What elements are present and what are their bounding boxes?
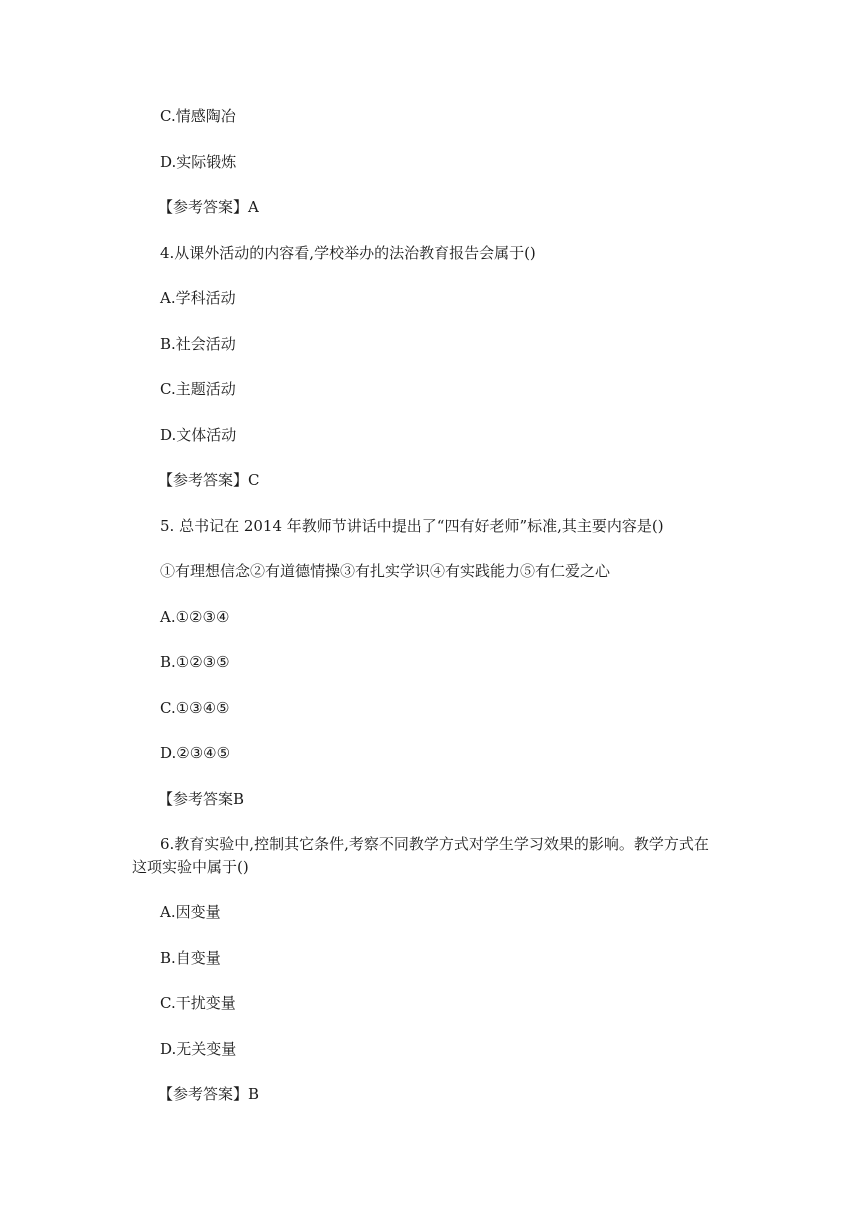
answer-q5: 【参考答案B: [158, 790, 245, 808]
answer-q6: 【参考答案】B: [158, 1085, 260, 1103]
option-a-q4: A.学科活动: [160, 289, 236, 307]
option-c-q5: C.①③④⑤: [160, 699, 230, 717]
question-6-cont: 这项实验中属于(): [132, 858, 249, 876]
option-b-q6: B.自变量: [160, 949, 221, 967]
option-d-q3: D.实际锻炼: [160, 153, 237, 171]
option-c-q6: C.干扰变量: [160, 994, 236, 1012]
option-b-q4: B.社会活动: [160, 335, 236, 353]
option-c-q4: C.主题活动: [160, 380, 236, 398]
answer-q4: 【参考答案】C: [158, 471, 260, 489]
option-a-q6: A.因变量: [160, 903, 221, 921]
option-b-q5: B.①②③⑤: [160, 653, 230, 671]
answer-q3: 【参考答案】A: [158, 198, 259, 216]
option-a-q5: A.①②③④: [160, 608, 230, 626]
option-d-q4: D.文体活动: [160, 426, 237, 444]
question-4: 4.从课外活动的内容看,学校举办的法治教育报告会属于(): [160, 244, 536, 262]
question-5-items: ①有理想信念②有道德情操③有扎实学识④有实践能力⑤有仁爱之心: [160, 562, 611, 580]
question-6: 6.教育实验中,控制其它条件,考察不同教学方式对学生学习效果的影响。教学方式在: [160, 835, 709, 853]
question-5: 5. 总书记在 2014 年教师节讲话中提出了“四有好老师”标准,其主要内容是(): [160, 517, 664, 535]
option-c-q3: C.情感陶冶: [160, 107, 236, 125]
option-d-q5: D.②③④⑤: [160, 744, 231, 762]
option-d-q6: D.无关变量: [160, 1040, 237, 1058]
